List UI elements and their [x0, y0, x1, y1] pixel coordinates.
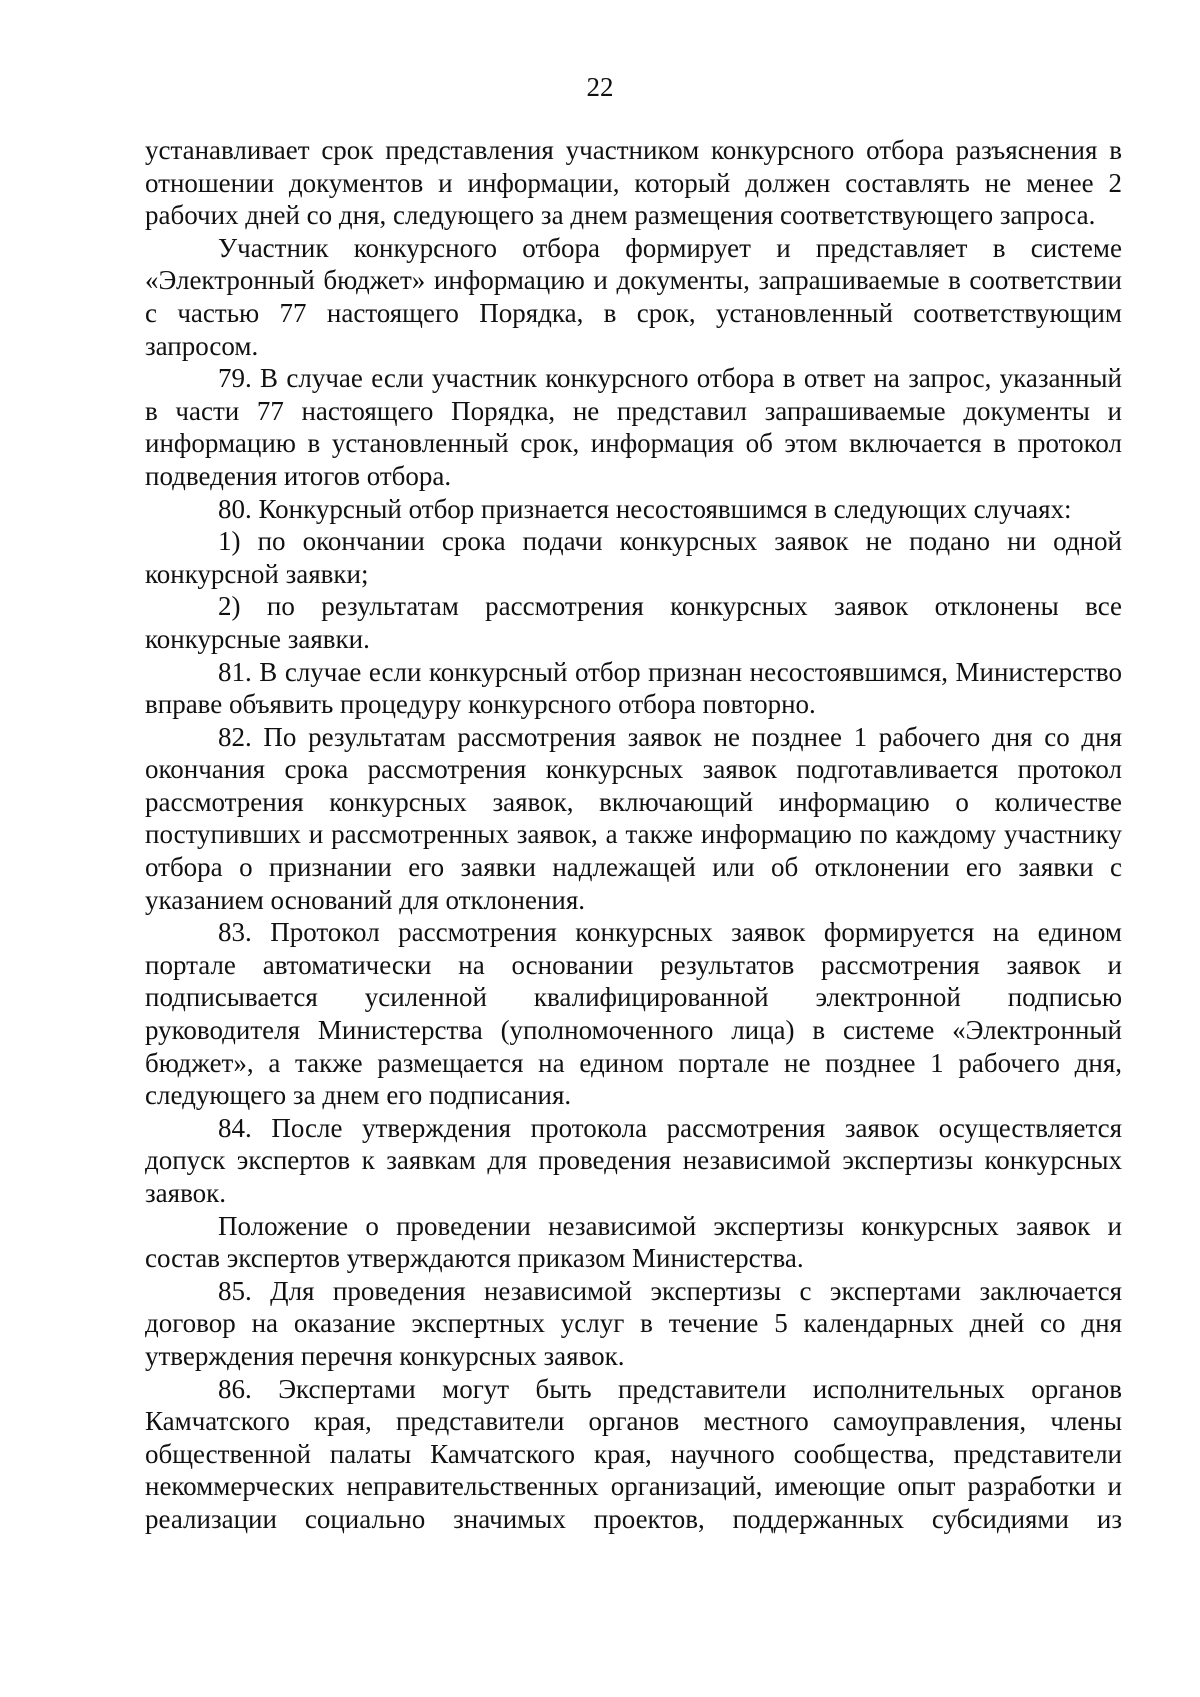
- paragraph-82: 82. По результатам рассмотрения заявок не позднее 1 рабочего дня со дня окончания срока рассмотрения конкурсных заявок подготавливается протокол рассмотрения конкурсных заявок, включающий информацию о количестве поступивших и рассмотренных заявок, а также информацию по каждому участнику отбора о признании его заявки надлежащей или об отклонении его заявки с указанием оснований для отклонения.: [145, 721, 1122, 915]
- page-number: 22: [586, 72, 614, 102]
- paragraph-81: 81. В случае если конкурсный отбор признан несостоявшимся, Министерство вправе объявить процедуру конкурсного отбора повторно.: [145, 656, 1122, 720]
- paragraph-83: 83. Протокол рассмотрения конкурсных заявок формируется на едином портале автоматически на основании результатов рассмотрения заявок и подписывается усиленной квалифицированной электронной подписью руководителя Министерства (уполномоченного лица) в системе «Электронный бюджет», а также размещается на едином портале не позднее 1 рабочего дня, следующего за днем его подписания.: [145, 917, 1122, 1111]
- paragraph: Положение о проведении независимой экспертизы конкурсных заявок и состав экспертов утверждаются приказом Министерства.: [145, 1210, 1122, 1274]
- list-item-2: 2) по результатам рассмотрения конкурсных заявок отклонены все конкурсные заявки.: [145, 591, 1122, 654]
- paragraph-79: 79. В случае если участник конкурсного отбора в ответ на запрос, указанный в части 77 настоящего Порядка, не представил запрашиваемые документы и информацию в установленный срок, информация об этом включается в протокол подведения итогов отбора.: [145, 363, 1122, 491]
- document-body: [145, 134, 1122, 1536]
- paragraph: Участник конкурсного отбора формирует и представляет в системе «Электронный бюджет» информацию и документы, запрашиваемые в соответствии с частью 77 настоящего Порядка, в срок, установленный соответствующим запросом.: [145, 232, 1122, 361]
- list-item-1: 1) по окончании срока подачи конкурсных заявок не подано ни одной конкурсной заявки;: [145, 526, 1122, 589]
- paragraph-85: 85. Для проведения независимой экспертизы с экспертами заключается договор на оказание экспертных услуг в течение 5 календарных дней со дня утверждения перечня конкурсных заявок.: [145, 1275, 1122, 1371]
- paragraph-80: 80. Конкурсный отбор признается несостоявшимся в следующих случаях:: [218, 493, 1072, 524]
- paragraph: устанавливает срок представления участником конкурсного отбора разъяснения в отношении документов и информации, который должен составлять не менее 2 рабочих дней со дня, следующего за днем размещения соответствующего запроса.: [145, 135, 1122, 231]
- paragraph-84: 84. После утверждения протокола рассмотрения заявок осуществляется допуск экспертов к заявкам для проведения независимой экспертизы конкурсных заявок.: [145, 1112, 1122, 1208]
- paragraph-86: 86. Экспертами могут быть представители исполнительных органов Камчатского края, представители органов местного самоуправления, члены общественной палаты Камчатского края, научного сообщества, представители некоммерческих неправительственных организаций, имеющие опыт разработки и реализации социально значимых проектов, поддержанных субсидиями из: [145, 1373, 1122, 1534]
